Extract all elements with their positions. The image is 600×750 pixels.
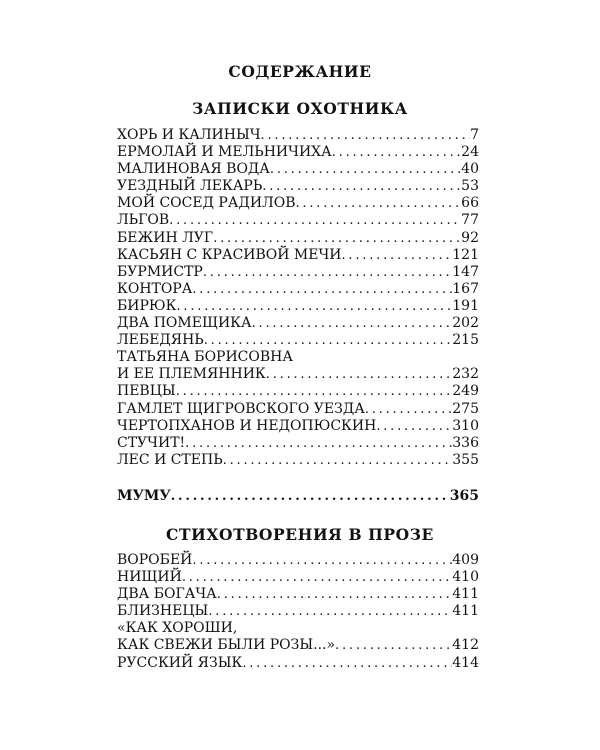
- leader-dots: [342, 247, 453, 264]
- toc-entry-title: СТУЧИТ!: [117, 434, 186, 451]
- leader-dots: [270, 161, 461, 178]
- toc-entry-page: 275: [452, 400, 479, 417]
- toc-entry[interactable]: [117, 603, 479, 620]
- leader-dots: [203, 264, 452, 281]
- toc-entry[interactable]: [117, 569, 479, 586]
- leader-dots: [335, 637, 452, 654]
- toc-entry-title: ЧЕРТОПХАНОВ И НЕДОПЮСКИН: [117, 417, 377, 434]
- toc-entry-page: 53: [461, 178, 479, 195]
- toc-entry-title: БЛИЗНЕЦЫ: [117, 603, 209, 620]
- section-title-hunter-notes: ЗАПИСКИ ОХОТНИКА: [192, 99, 408, 118]
- toc-entry-title: БУРМИСТР: [117, 263, 203, 280]
- leader-dots: [266, 366, 453, 383]
- section-title-prose-poems: СТИХОТВОРЕНИЯ В ПРОЗЕ: [166, 525, 434, 544]
- toc-entry-title: ГАМЛЕТ ЩИГРОВСКОГО УЕЗДА: [117, 400, 365, 417]
- toc-entry[interactable]: [117, 315, 479, 332]
- toc-entry-title: МАЛИНОВАЯ ВОДА: [117, 161, 270, 178]
- toc-entry[interactable]: [117, 247, 479, 264]
- toc-entry-title: ДВА ПОМЕЩИКА: [117, 315, 252, 332]
- toc-entry[interactable]: [117, 281, 479, 298]
- leader-dots: [261, 127, 471, 144]
- toc-entry[interactable]: [117, 452, 479, 469]
- toc-list-hunter-notes: [117, 127, 479, 469]
- toc-list-mumu: [117, 488, 479, 505]
- toc-entry-title: БЕЖИН ЛУГ: [117, 229, 214, 246]
- toc-entry-page: 40: [461, 161, 479, 178]
- page-title: СОДЕРЖАНИЕ: [228, 62, 372, 81]
- leader-dots: [171, 488, 450, 505]
- toc-entry-page: 232: [452, 366, 479, 383]
- toc-entry-page: 7: [470, 127, 479, 143]
- toc-entry-page: 167: [452, 280, 479, 297]
- toc-entry-title: ДВА БОГАЧА: [117, 586, 217, 603]
- leader-dots: [192, 281, 452, 298]
- toc-entry-page: 147: [452, 263, 479, 280]
- toc-entry-title: НИЩИЙ: [117, 569, 182, 586]
- toc-entry-page: 414: [452, 654, 479, 671]
- toc-entry-page: 92: [461, 229, 479, 246]
- toc-entry[interactable]: [117, 178, 479, 195]
- leader-dots: [332, 144, 461, 161]
- toc-entry-title: ЛЕБЕДЯНЬ: [117, 332, 204, 349]
- toc-entry-title: ВОРОБЕЙ: [117, 552, 193, 568]
- leader-dots: [208, 603, 452, 620]
- toc-entry-page: 310: [452, 417, 479, 434]
- toc-entry[interactable]: [117, 586, 479, 603]
- toc-entry-page: 355: [452, 451, 479, 468]
- toc-entry-page: 411: [452, 603, 479, 620]
- toc-entry[interactable]: [117, 161, 479, 178]
- toc-entry[interactable]: [117, 366, 479, 383]
- toc-entry-page: 249: [452, 383, 479, 400]
- toc-entry-title: КАСЬЯН С КРАСИВОЙ МЕЧИ: [117, 246, 342, 263]
- toc-entry-first-line[interactable]: [117, 620, 479, 637]
- toc-entry-title: КАК СВЕЖИ БЫЛИ РОЗЫ...»: [117, 637, 336, 654]
- leader-dots: [376, 418, 452, 435]
- toc-entry-title: МОЙ СОСЕД РАДИЛОВ: [117, 195, 296, 212]
- toc-entry-page: 336: [452, 434, 479, 451]
- toc-entry-title: РУССКИЙ ЯЗЫК: [117, 654, 243, 671]
- toc-entry-title: ЛЬГОВ: [117, 212, 170, 229]
- toc-entry[interactable]: [117, 264, 479, 281]
- toc-entry[interactable]: [117, 637, 479, 654]
- toc-entry[interactable]: [117, 401, 479, 418]
- toc-entry-page: 410: [452, 569, 479, 586]
- leader-dots: [223, 452, 453, 469]
- toc-list-prose-poems: [117, 552, 479, 672]
- toc-entry[interactable]: [117, 655, 479, 672]
- toc-entry-page: 66: [461, 195, 479, 212]
- toc-entry-page: 365: [449, 488, 479, 504]
- toc-entry[interactable]: [117, 298, 479, 315]
- leader-dots: [365, 401, 452, 418]
- toc-entry[interactable]: [117, 435, 479, 452]
- toc-entry-title: ПЕВЦЫ: [117, 383, 176, 400]
- toc-entry[interactable]: [117, 230, 479, 247]
- toc-entry-mumu[interactable]: [117, 488, 479, 505]
- leader-dots: [192, 552, 452, 569]
- toc-entry-page: 24: [461, 144, 479, 161]
- toc-entry-page: 202: [452, 315, 479, 332]
- toc-entry-title: ЕРМОЛАЙ И МЕЛЬНИЧИХА: [117, 144, 332, 161]
- leader-dots: [176, 383, 453, 400]
- leader-dots: [185, 435, 452, 452]
- toc-entry-page: 409: [452, 552, 479, 568]
- leader-dots: [242, 655, 452, 672]
- toc-entry[interactable]: [117, 212, 479, 229]
- toc-entry[interactable]: [117, 418, 479, 435]
- leader-dots: [182, 569, 452, 586]
- toc-entry-page: 191: [452, 297, 479, 314]
- toc-entry-title: МУМУ: [117, 488, 171, 504]
- toc-entry-title: УЕЗДНЫЙ ЛЕКАРЬ: [117, 178, 263, 195]
- leader-dots: [169, 212, 461, 229]
- toc-entry-page: 77: [461, 212, 479, 229]
- toc-entry[interactable]: [117, 144, 479, 161]
- leader-dots: [296, 195, 462, 212]
- toc-entry-page: 121: [452, 246, 479, 263]
- toc-entry-title: КОНТОРА: [117, 280, 193, 297]
- toc-entry-title: «КАК ХОРОШИ,: [117, 620, 238, 637]
- toc-entry[interactable]: [117, 127, 479, 144]
- toc-entry[interactable]: [117, 332, 479, 349]
- leader-dots: [262, 178, 461, 195]
- toc-entry-page: 412: [452, 637, 479, 654]
- leader-dots: [252, 315, 453, 332]
- toc-entry-title: ЛЕС И СТЕПЬ: [117, 451, 223, 468]
- toc-entry-title: БИРЮК: [117, 297, 177, 314]
- toc-entry[interactable]: [117, 195, 479, 212]
- toc-entry-page: 411: [452, 586, 479, 603]
- toc-entry-title: ХОРЬ И КАЛИНЫЧ: [117, 127, 261, 143]
- toc-entry-title: И ЕЕ ПЛЕМЯННИК: [117, 366, 266, 383]
- toc-entry-first-line[interactable]: [117, 349, 479, 366]
- toc-entry[interactable]: [117, 552, 479, 569]
- toc-entry-title: ТАТЬЯНА БОРИСОВНА: [117, 349, 293, 366]
- toc-entry-page: 215: [452, 332, 479, 349]
- leader-dots: [217, 586, 452, 603]
- leader-dots: [176, 298, 452, 315]
- leader-dots: [204, 332, 453, 349]
- toc-entry[interactable]: [117, 383, 479, 400]
- leader-dots: [213, 230, 461, 247]
